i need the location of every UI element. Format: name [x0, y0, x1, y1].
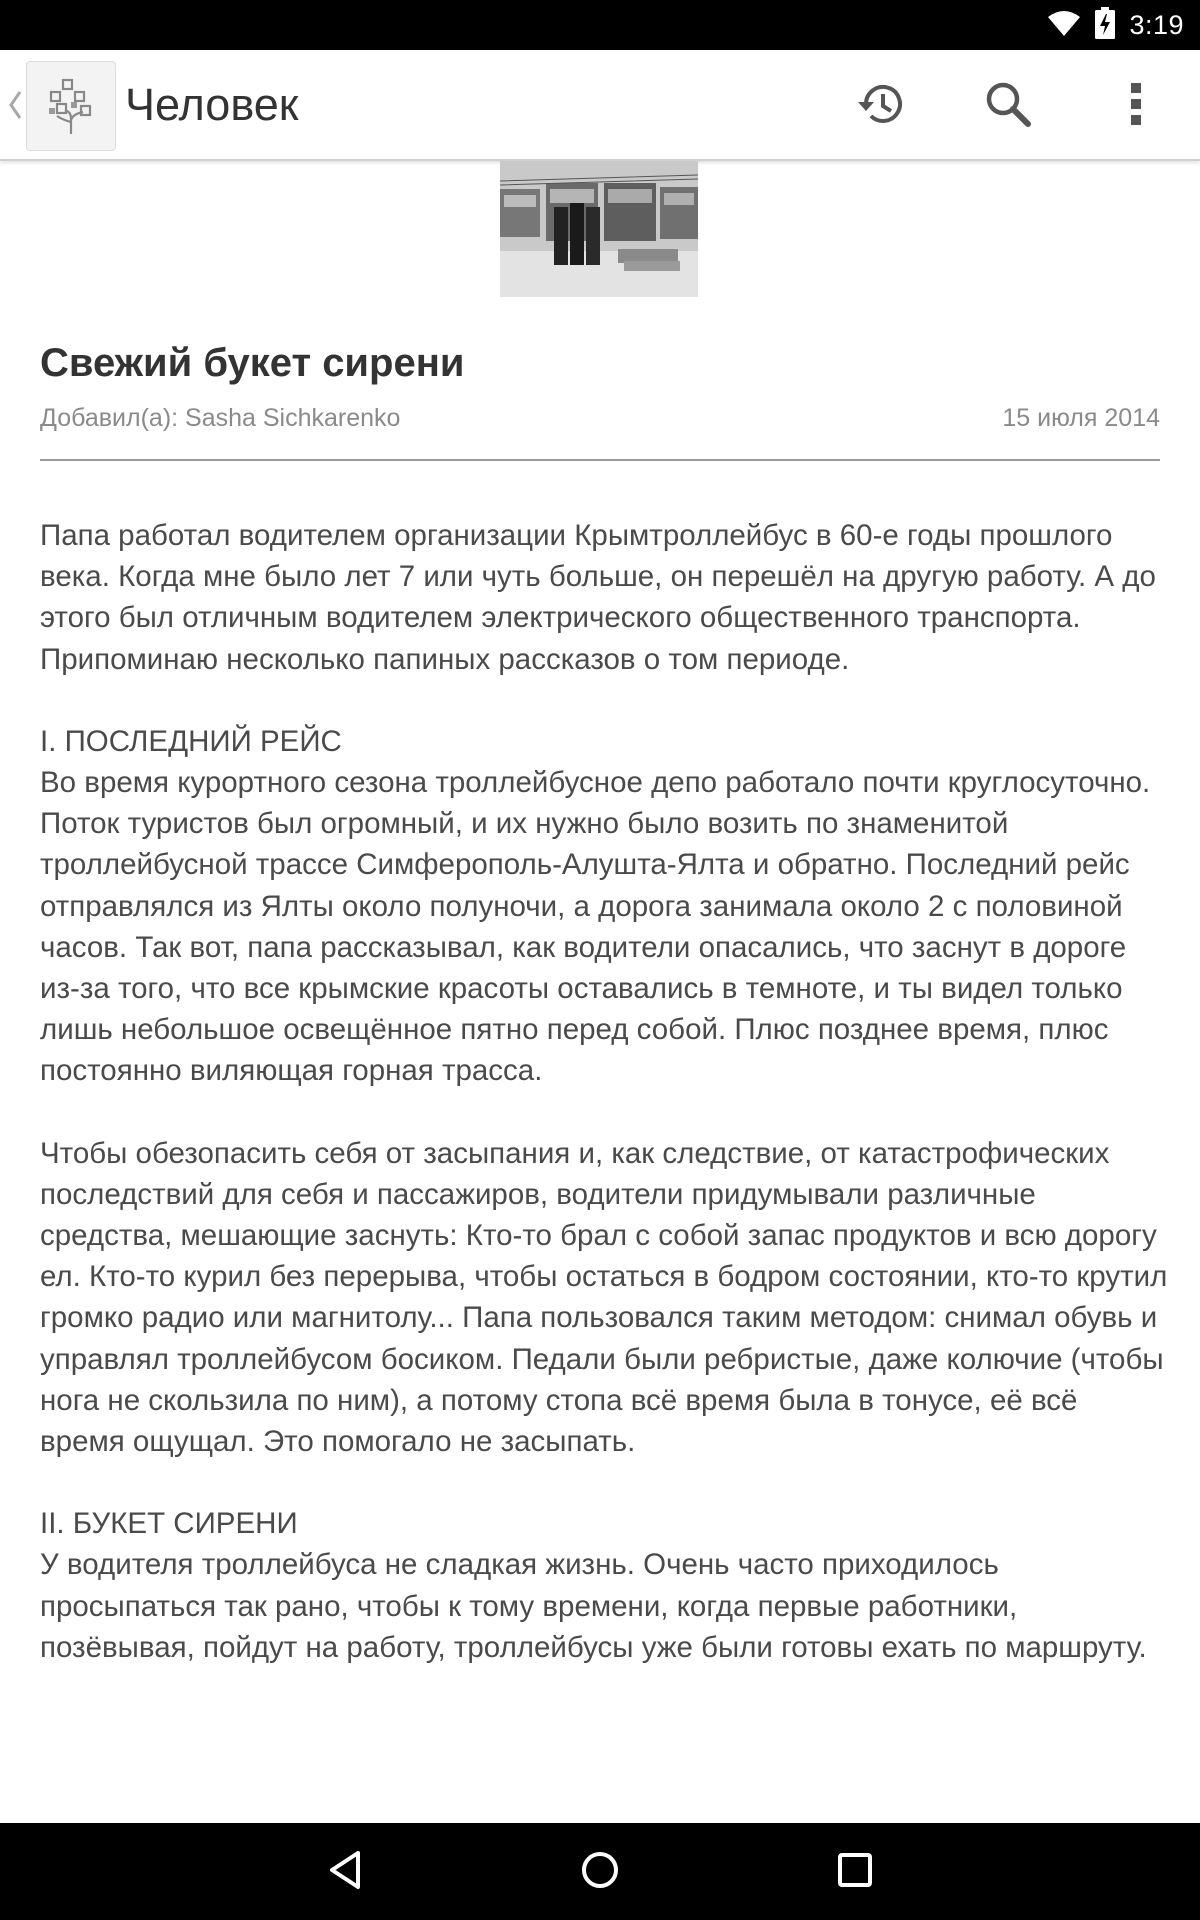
back-icon — [327, 1850, 363, 1895]
article-paragraph: У водителя троллейбуса не сладкая жизнь. Очень часто приходилось просыпаться так рано, чтобы к тому времени, когда первые работники, позёвывая, пойдут на работу, троллейбусы уже были готовы ехать по маршруту. — [40, 1548, 1147, 1664]
history-icon — [854, 80, 906, 133]
divider — [40, 459, 1160, 461]
back-button[interactable] — [314, 1841, 376, 1903]
wifi-icon — [1047, 9, 1081, 42]
article-meta — [40, 404, 1160, 440]
article-paragraph: Папа работал водителем организации Крымтроллейбус в 60-е годы прошлого века. Когда мне было лет 7 или чуть больше, он перешёл на другую работу. А до этого был отличным водителем электрического общественного транспорта. Припоминаю несколько папиных рассказов о том периоде. — [40, 519, 1156, 676]
overflow-menu-button[interactable] — [1105, 75, 1167, 137]
status-time: 3:19 — [1129, 9, 1184, 40]
article-paragraph: Во время курортного сезона троллейбусное депо работало почти круглосуточно. Поток туристов был огромный, и их нужно было возить по знаменитой троллейбусной трассе Симферополь-Алушта-Ялта и обратно. Последний рейс отправлялся из Ялты около полуночи, а дорога занимала около 2 с половиной часов. Так вот, папа рассказывал, как водители опасались, что заснут в дороге из-за того, что все крымские красоты оставались в темноте, и ты видел только лишь небольшое освещённое пятно перед собой. Плюс позднее время, плюс постоянно виляющая горная трасса. — [40, 766, 1151, 1088]
family-tree-logo-icon[interactable] — [26, 61, 116, 151]
recents-icon — [837, 1852, 873, 1893]
section-heading: I. ПОСЛЕДНИЙ РЕЙС — [40, 724, 342, 758]
status-icons — [1047, 0, 1184, 50]
section-heading: II. БУКЕТ СИРЕНИ — [40, 1507, 298, 1541]
home-button[interactable] — [569, 1841, 631, 1903]
recents-button[interactable] — [824, 1841, 886, 1903]
app-bar — [0, 50, 1200, 161]
trolleybus-photo[interactable] — [500, 161, 698, 297]
history-button[interactable] — [849, 75, 911, 137]
article-title: Свежий букет сирени — [40, 341, 465, 385]
article-author: Добавил(а): Sasha Sichkarenko — [40, 404, 401, 432]
battery-icon — [1095, 7, 1115, 44]
app-title: Человек — [125, 79, 299, 130]
article-paragraph: Чтобы обезопасить себя от засыпания и, как следствие, от катастрофических последствий для себя и пассажиров, водители придумывали различные средства, мешающие заснуть: Кто-то брал с собой запас продуктов и всю дорогу ел. Кто-то курил без перерыва, чтобы остаться в бодром состоянии, кто-то крутил громко радио или магнитолу... Папа пользовался таким методом: снимал обувь и управлял троллейбусом босиком. Педали были ребристые, даже колючие (чтобы нога не скользила по ним), а потому стопа всё время была в тонусе, её всё время ощущал. Это помогало не засыпать. — [40, 1136, 1168, 1459]
home-icon — [580, 1850, 620, 1895]
navigation-bar — [0, 1823, 1200, 1920]
article-content[interactable] — [0, 161, 1200, 1823]
chevron-left-icon[interactable] — [4, 83, 26, 127]
article-body — [40, 515, 1170, 1668]
search-icon — [984, 80, 1032, 133]
article-date: 15 июля 2014 — [1002, 404, 1160, 432]
search-button[interactable] — [977, 75, 1039, 137]
status-bar — [0, 0, 1200, 50]
more-vert-icon — [1129, 82, 1143, 131]
